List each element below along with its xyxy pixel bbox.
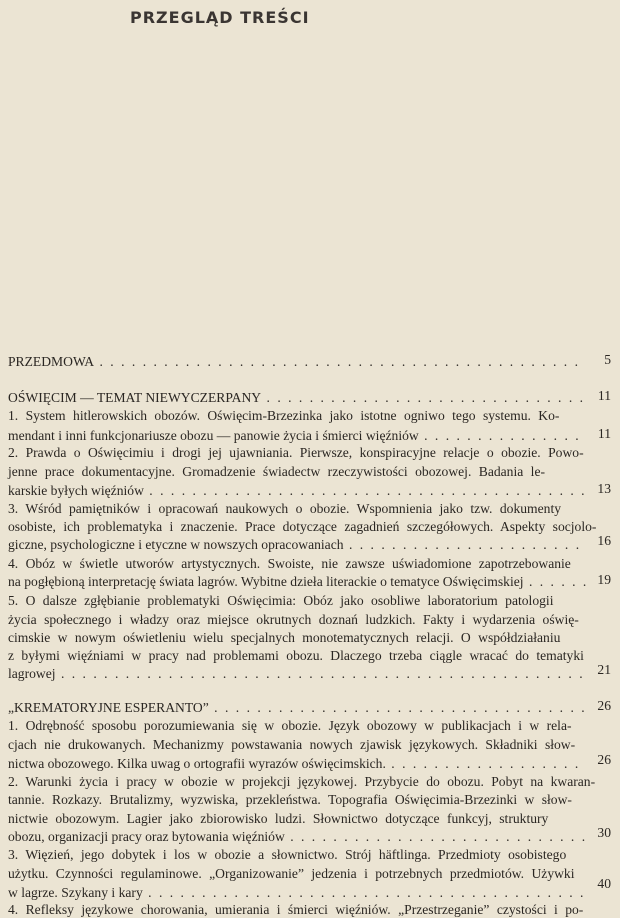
page-number: 11 — [597, 388, 611, 403]
toc-entry-line: na pogłębioną interpretację świata lagrów. Wybitne dzieła literackie o tematyce Oświęcimskiej . . . — [8, 573, 586, 590]
toc-entry-line: 5. O dalsze zgłębianie problematyki Oświęcimia: Obóz jako osobliwe laboratorium patologii — [8, 593, 554, 608]
page-number: 21 — [597, 662, 611, 677]
toc-entry-line: użytku. Czynności regulaminowe. „Organizowanie” jedzenia i potrzebnych przedmiotów. Używki — [8, 866, 575, 881]
toc-entry-line: 1. Odrębność sposobu porozumiewania się w obozie. Język obozowy w publikacjach i w rela- — [8, 718, 572, 733]
page-number: 16 — [597, 533, 611, 548]
toc-entry-line: z byłymi więźniami w pracy nad problemami obozu. Dlaczego trzeba ciągle wracać do tematyki — [8, 648, 584, 663]
page-number: 13 — [597, 481, 611, 496]
page-number: 26 — [597, 752, 611, 767]
toc-entry-line: 1. System hitlerowskich obozów. Oświęcim-Brzezinka jako istotne ogniwo tego systemu. Ko- — [8, 408, 560, 423]
page-number: 19 — [597, 572, 611, 587]
page-number: 5 — [604, 352, 611, 367]
toc-entry-line: w lagrze. Szykany i kary . . . — [8, 884, 586, 901]
toc-entry-line: 2. Prawda o Oświęcimiu i drogi jej ujawniania. Pierwsze, konspiracyjne relacje o obozie. Powo- — [8, 445, 584, 460]
toc-entry-line: cimskie w nowym oświetleniu wielu specjalnych monotematycznych relacji. O współdziałaniu — [8, 630, 561, 645]
toc-entry-line: 3. Wśród pamiętników i opracowań naukowych o obozie. Wspomnienia jako tzw. dokumenty — [8, 501, 562, 516]
toc-entry-line: giczne, psychologiczne i etyczne w nowszych opracowaniach . . . — [8, 536, 586, 553]
page-title: PRZEGLĄD TREŚCI — [130, 8, 310, 27]
page-number: 26 — [597, 698, 611, 713]
toc-entry-line: życia społecznego i władzy oraz miejsce okrutnych doznań ludzkich. Fakty i wydarzenia oświę- — [8, 612, 579, 627]
toc-entry-section-heading: „KREMATORYJNE ESPERANTO” . . . — [8, 699, 586, 716]
toc-entry-line: mendant i inni funkcjonariusze obozu — panowie życia i śmierci więźniów . . . — [8, 427, 586, 444]
toc-entry-line: obozu, organizacji pracy oraz bytowania więźniów . . . — [8, 828, 586, 845]
toc-entry-line: cjach nie drukowanych. Mechanizmy powstawania nowych zjawisk językowych. Składniki słow- — [8, 737, 576, 752]
toc-entry-line: 4. Obóz w świetle utworów artystycznych. Swoiste, nie zawsze uświadomione zapotrzebowanie — [8, 556, 571, 571]
toc-entry-line: karskie byłych więźniów . . . — [8, 482, 586, 499]
page-number: 40 — [597, 876, 611, 891]
toc-entry-line: 3. Więzień, jego dobytek i los w obozie a słownictwo. Strój häftlinga. Przedmioty osobistego — [8, 847, 567, 862]
toc-entry-przedmowa: PRZEDMOWA . . . — [8, 353, 586, 370]
toc-entry-line: 2. Warunki życia i pracy w obozie w projekcji językowej. Przybycie do obozu. Pobyt na kwaran- — [8, 774, 596, 789]
toc-entry-section-heading: OŚWIĘCIM — TEMAT NIEWYCZERPANY . . . — [8, 389, 586, 406]
toc-entry-line: 4. Refleksy językowe chorowania, umierania i śmierci więźniów. „Przestrzeganie” czystości i po- — [8, 902, 584, 917]
toc-entry-line: jenne prace dokumentacyjne. Gromadzenie świadectw rzeczywistości obozowej. Badania le- — [8, 464, 546, 479]
toc-entry-line: osobiste, ich problematyka i znaczenie. Prace dotyczące zagadnień szczegółowych. Aspekty socjolo- — [8, 519, 597, 534]
toc-entry-line: nictwa obozowego. Kilka uwag o ortografii wyrazów oświęcimskich. . . . — [8, 755, 586, 772]
toc-entry-line: nictwie obozowym. Lagier jako zbiorowisko ludzi. Słownictwo dotyczące funkcyj, struktury — [8, 811, 549, 826]
page-number: 11 — [597, 426, 611, 441]
toc-entry-line: lagrowej . . . — [8, 665, 586, 682]
toc-entry-line: tannie. Rozkazy. Brutalizmy, wyzwiska, przekleństwa. Topografia Oświęcimia-Brzezinki w słow- — [8, 792, 572, 807]
page-number: 30 — [597, 825, 611, 840]
